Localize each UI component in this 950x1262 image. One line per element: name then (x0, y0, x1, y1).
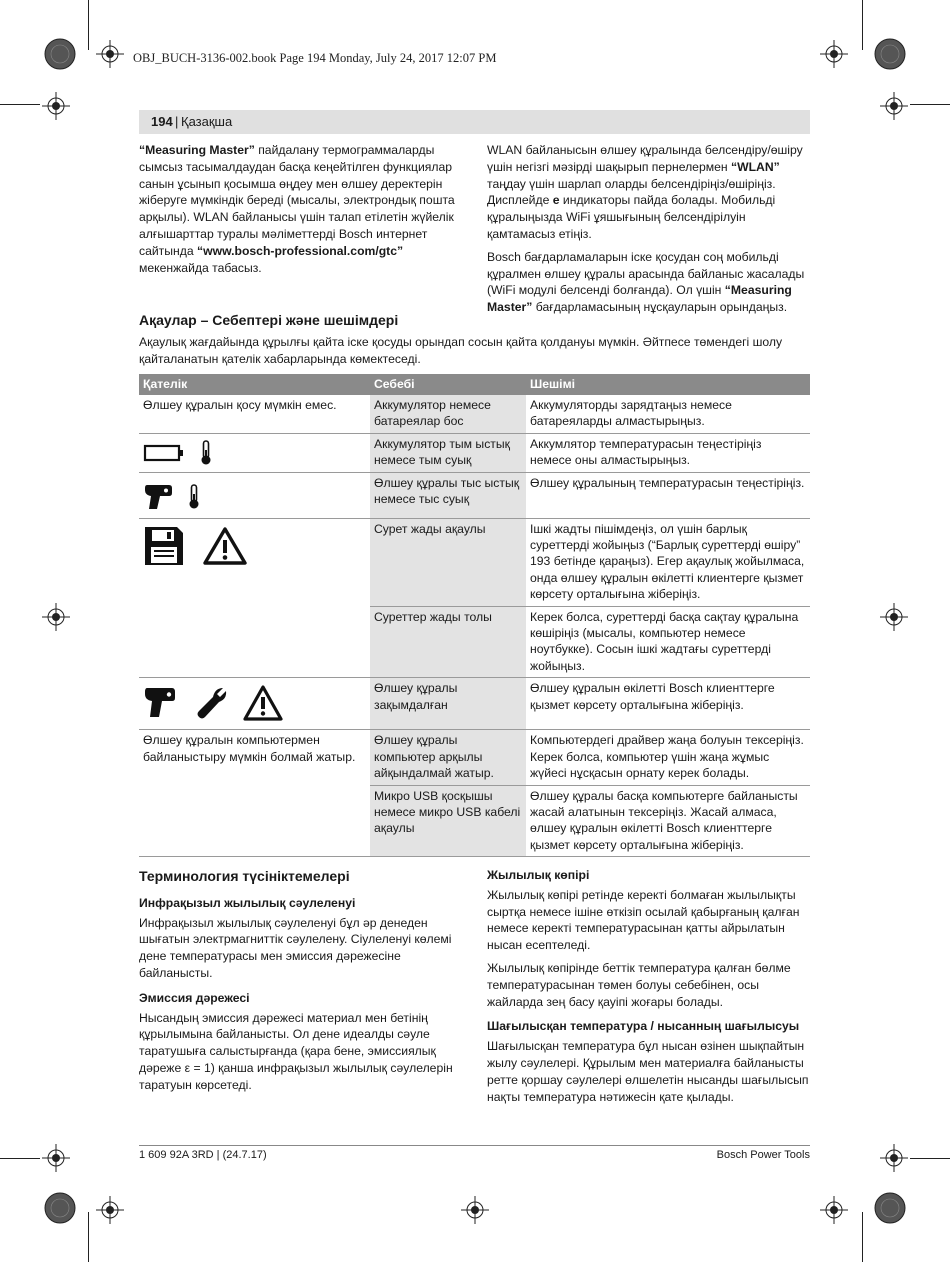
registration-mark-icon (96, 1196, 124, 1224)
app-text: Bosch бағдарламаларын іске қосудан соң мобильді құралмен өлшеу құралы арасында байланыс жасалады (WiFi модулі белсенді болғанда). Ол үшін (487, 249, 805, 298)
table-row (139, 433, 810, 472)
solution-cell: Өлшеу құралы басқа компьютерге байланысты жасай алатынын тексеріңіз. Жасай алмаса, өлшеу құралын өкілетті Bosch клиенттерге қызмет көрсету орталығына жіберіңіз. (526, 785, 810, 857)
table-row (139, 518, 810, 606)
thermal-bridge-title: Жылылық көпірі (487, 868, 590, 882)
warning-triangle-icon (243, 684, 283, 722)
footer-brand: Bosch Power Tools (716, 1149, 810, 1161)
registration-mark-icon (880, 92, 908, 120)
cause-cell: Аккумулятор тым ыстық немесе тым суық (370, 433, 526, 472)
cause-cell: Микро USB қосқышы немесе микро USB кабелі ақаулы (370, 785, 526, 857)
thermometer-icon (187, 484, 201, 510)
emission-title: Эмиссия дәрежесі (139, 990, 250, 1005)
website-link: “www.bosch-professional.com/gtc” (197, 243, 404, 258)
intro-text: пайдалану термограммаларды сымсыз тасымалдаудан басқа кеңейтілген функциялар санын ұсынып қосымша өңдеу мен өлшеу деректерін жіберуге мүмкіндік береді (мысалы, электрондық пошта арқылы). WLAN байланысы үшін талап етілетін жүйелік алғышарттар туралы мәліметтерді Bosch интернет сайтында (139, 143, 455, 258)
solution-cell: Керек болса, суреттерді басқа сақтау құралына көшіріңіз (мысалы, компьютер немесе ноутбукке). Сосын ішкі жадтағы суреттерді жойыңыз. (526, 606, 810, 678)
table-row (139, 730, 810, 785)
solution-cell: Компьютердегі драйвер жаңа болуын тексеріңіз. Керек болса, компьютер үшін жаңа жұмыс жүйесі нұсқасын орнату керек болады. (526, 730, 810, 785)
wlan-key: “WLAN” (731, 159, 780, 174)
thermal-bridge-text: Жылылық көпірінде беттік температура қалған бөлме температурасынан төмен болуы себебінен, осы жайларда зең басу қауіпі жоғары болады. (487, 960, 791, 1009)
registration-mark-icon (874, 38, 906, 70)
faults-intro: Ақаулық жағдайында құрылғы қайта іске қосуды орындап сосын қайта қолдануы мүмкін. Әйтпесе төмендегі шолу қайталанатын қателік хабарларында көмектеседі. (139, 335, 783, 366)
column-header-solution: Шешімі (526, 374, 810, 395)
error-cell: Өлшеу құралын компьютермен байланыстыру мүмкін болмай жатыр. (139, 730, 370, 857)
print-header: OBJ_BUCH-3136-002.book Page 194 Monday, July 24, 2017 12:07 PM (133, 51, 497, 65)
app-name-text: “Measuring Master” (139, 143, 255, 157)
registration-mark-icon (44, 1192, 76, 1224)
intro-right-column (487, 142, 811, 322)
app-name-text: “Measuring Master” (487, 283, 792, 315)
registration-mark-icon (880, 1144, 908, 1172)
terms-right-column (487, 867, 811, 1111)
registration-mark-icon (461, 1196, 489, 1224)
error-icon-cell (139, 472, 370, 518)
registration-mark-icon (880, 603, 908, 631)
wlan-paragraph (487, 142, 811, 243)
thermal-camera-icon (143, 481, 173, 513)
app-text: бағдарламасының нұсқауларын орындаңыз. (532, 300, 788, 315)
registration-mark-icon (42, 603, 70, 631)
app-paragraph (487, 249, 811, 316)
table-header-row (139, 374, 810, 395)
cause-cell: Өлшеу құралы зақымдалған (370, 678, 526, 730)
solution-cell: Ішкі жадты пішімдеңіз, ол үшін барлық суреттерді жойыңыз (“Барлық суреттерді өшіру” 193 бетінде қараңыз). Егер ақаулық жойылмаса, онда өлшеу құралын өкілетті клиентерге қызмет көрсету орталығына жіберіңіз. (526, 518, 810, 606)
emission-text: Нысандың эмиссия дәрежесі материал мен бетінің құрылымына байланысты. Ол дене идеалды сәуле таратушыға салыстырғанда (қара бене, эмиссиялық дәреже ε = 1) қанша инфрақызыл жылылық сәулелерін таратуын көрсетеді. (139, 1010, 453, 1092)
footer-doc-number: 1 609 92A 3RD | (24.7.17) (139, 1149, 267, 1161)
floppy-disk-icon (143, 525, 185, 567)
column-header-error: Қателік (139, 374, 370, 395)
ir-title: Инфрақызыл жылылық сәулеленуі (139, 895, 356, 910)
error-cell: Өлшеу құралын қосу мүмкін емес. (139, 395, 370, 433)
fault-table (139, 374, 810, 857)
registration-mark-icon (820, 1196, 848, 1224)
registration-mark-icon (874, 1192, 906, 1224)
intro-left-column (139, 142, 461, 282)
registration-mark-icon (44, 38, 76, 70)
reflected-temp-text: Шағылысқан температура бұл нысан өзінен шықпайтын жылу сәулелері. Құрылым мен материалға байланысты ретте қоршау сәулелері өлшелетін нысанды шағылысып нақты температура нәтижесін қате қылады. (487, 1039, 809, 1104)
battery-icon (143, 443, 185, 463)
cause-cell: Сурет жады ақаулы (370, 518, 526, 606)
table-row (139, 395, 810, 433)
error-icon-cell (139, 518, 370, 678)
faults-heading: Ақаулар – Себептері және шешімдері (139, 312, 399, 328)
registration-mark-icon (42, 1144, 70, 1172)
registration-mark-icon (820, 40, 848, 68)
indicator-key: e (552, 193, 560, 208)
registration-mark-icon (42, 92, 70, 120)
table-row (139, 472, 810, 518)
solution-cell: Өлшеу құралын өкілетті Bosch клиенттерге қызмет көрсету орталығына жіберіңіз. (526, 678, 810, 730)
thermal-bridge-text: Жылылық көпірі ретінде керекті болмаған жылылықты сыртқа немесе ішіне өткізіп осылай қабырғаның қалған немесе керекті температурасынан қатты айрылатын нысан есептеледі. (487, 887, 800, 953)
wlan-text: индикаторы пайда болады. Мобильді құралыңызда WiFi ұяшығының белсендірілуін қамтамасыз етіңіз. (487, 193, 776, 241)
warning-triangle-icon (203, 526, 247, 566)
column-header-cause: Себебі (370, 374, 526, 395)
page-number: 194 (151, 114, 173, 129)
page-header-bar (139, 110, 810, 134)
thermometer-icon (199, 440, 213, 466)
cause-cell: Өлшеу құралы тыс ыстық немесе тыс суық (370, 472, 526, 518)
reflected-temp-title: Шағылысқан температура / нысанның шағылысуы (487, 1019, 800, 1034)
wlan-text: WLAN байланысын өлшеу құралында белсендіру/өшіру үшін негізгі мәзірді шақырып пернелермен (487, 143, 803, 174)
error-icon-cell (139, 433, 370, 472)
intro-text: мекенжайда табасыз. (139, 260, 262, 275)
ir-text: Инфрақызыл жылылық сәулеленуі бұл әр денеден шығатын электрмагниттік сәулелену. Сіулеленуі көлемі дене температурасы мен эмиссия дәрежесіне байланысты. (139, 915, 452, 980)
table-row (139, 678, 810, 730)
error-icon-cell (139, 678, 370, 730)
solution-cell: Аккумуляторды зарядтаңыз немесе батареяларды алмастырыңыз. (526, 395, 810, 433)
terms-left-column (139, 868, 461, 1100)
solution-cell: Аккумлятор температурасын теңестіріңіз немесе оны алмастырыңыз. (526, 433, 810, 472)
thermal-camera-icon (143, 684, 177, 722)
intro-left-paragraph (139, 142, 461, 276)
cause-cell: Аккумулятор немесе батареялар бос (370, 395, 526, 433)
cause-cell: Өлшеу құралы компьютер арқылы айқындалмай жатыр. (370, 730, 526, 785)
registration-mark-icon (96, 40, 124, 68)
page-language: Қазақша (181, 114, 233, 129)
page-separator: | (175, 114, 179, 129)
footer-divider (139, 1145, 810, 1146)
wlan-text: таңдау үшін шарлап оларды белсендіріңіз/өшіріңіз. Дисплейде (487, 176, 776, 208)
solution-cell: Өлшеу құралының температурасын теңестіріңіз. (526, 472, 810, 518)
terms-heading: Терминология түсініктемелері (139, 868, 350, 884)
wrench-icon (193, 685, 227, 721)
cause-cell: Суреттер жады толы (370, 606, 526, 678)
